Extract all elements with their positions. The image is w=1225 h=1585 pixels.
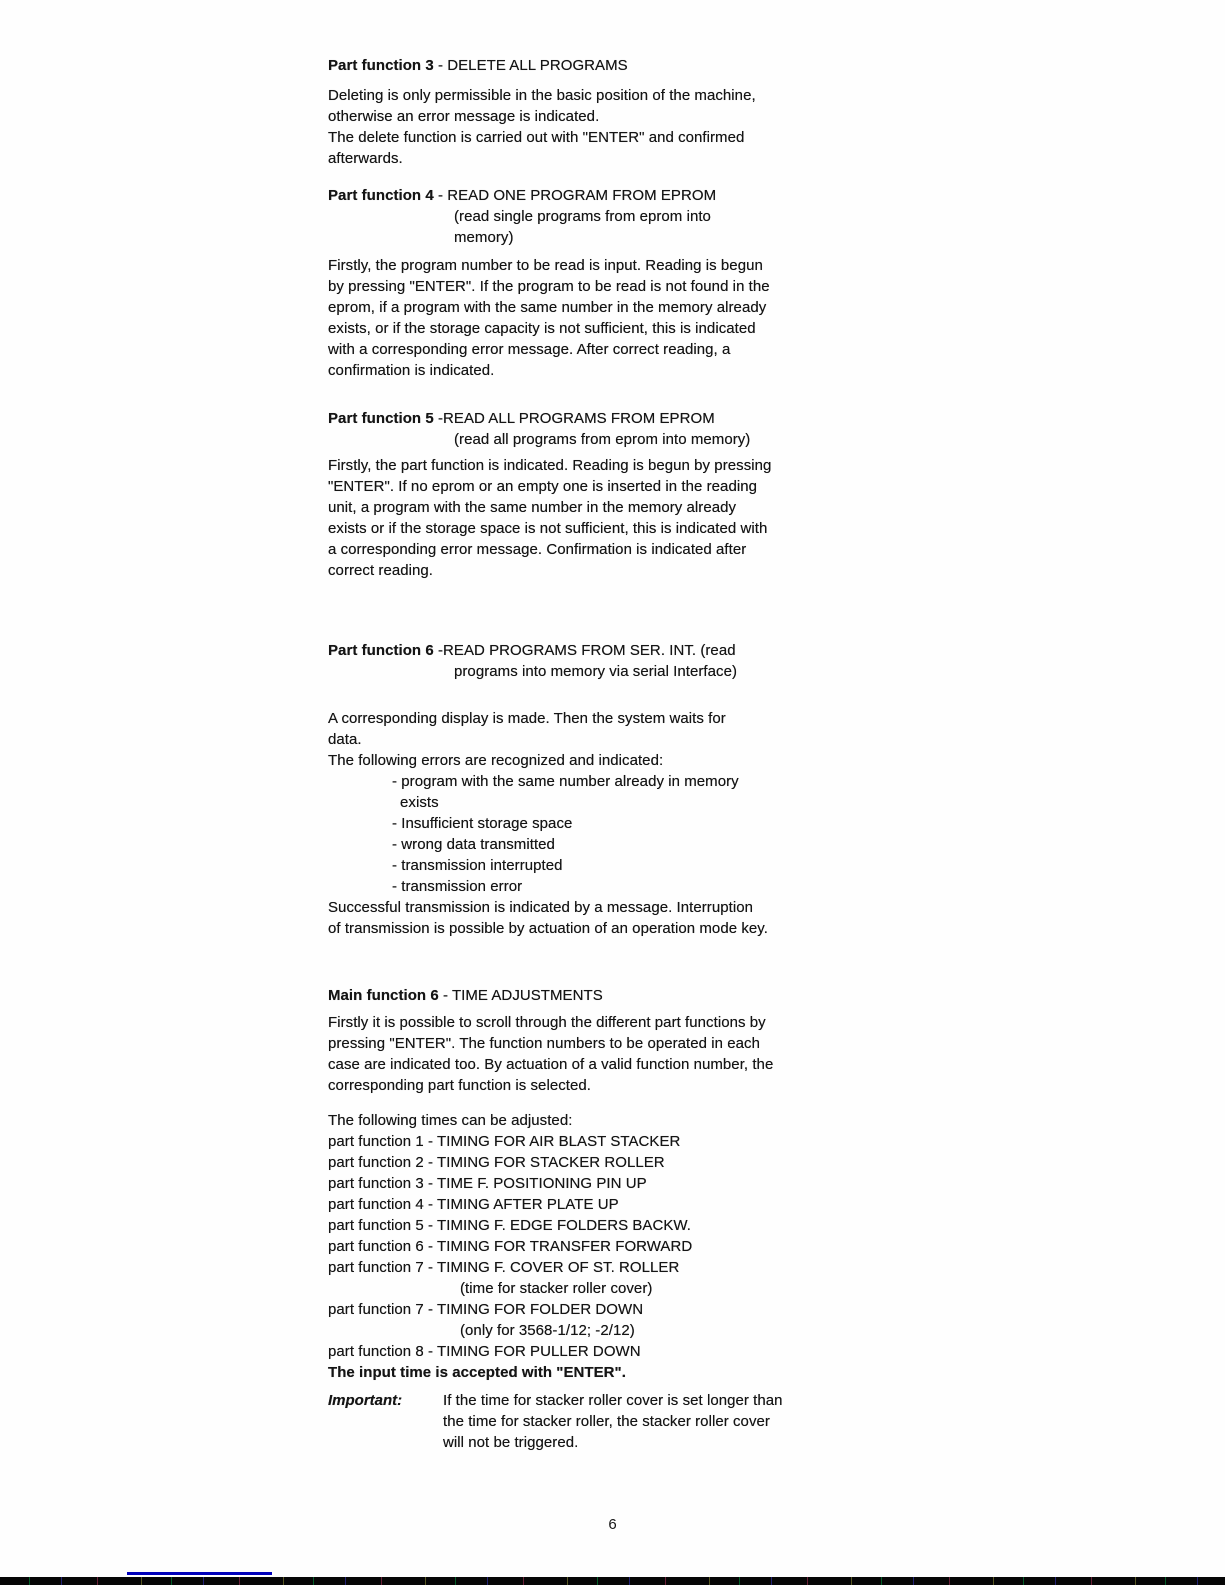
paragraph <box>328 1012 808 1096</box>
heading-label: Part function 5 <box>328 410 434 427</box>
text-line: exists <box>400 794 439 811</box>
text-line: part function 4 - TIMING AFTER PLATE UP <box>328 1196 619 1213</box>
text-line: unit, a program with the same number in the memory already <box>328 499 737 516</box>
text-line: Firstly, the program number to be read is input. Reading is begun <box>328 257 763 274</box>
paragraph <box>328 255 808 381</box>
heading-rest: -READ ALL PROGRAMS FROM EPROM <box>433 410 715 427</box>
text-line: part function 8 - TIMING FOR PULLER DOWN <box>328 1343 641 1360</box>
text-line: corresponding part function is selected. <box>328 1077 591 1094</box>
text-line: part function 1 - TIMING FOR AIR BLAST STACKER <box>328 1133 681 1150</box>
heading-continuation: (read all programs from eprom into memory) <box>454 431 751 448</box>
heading-text <box>328 55 808 76</box>
text-line: - transmission interrupted <box>392 857 563 874</box>
paragraph <box>328 85 808 169</box>
heading-label: Main function 6 <box>328 987 439 1004</box>
section-heading <box>328 185 808 248</box>
important-note-row <box>328 1390 808 1453</box>
heading-continuation: programs into memory via serial Interface) <box>454 663 738 680</box>
text-line: (only for 3568-1/12; -2/12) <box>460 1322 635 1339</box>
important-text <box>443 1390 783 1453</box>
text-line: "ENTER". If no eprom or an empty one is inserted in the reading <box>328 478 758 495</box>
heading-text <box>328 640 808 661</box>
important-note <box>328 1390 808 1453</box>
text-line: exists or if the storage space is not sufficient, this is indicated with <box>328 520 768 537</box>
scan-underline-artifact <box>127 1572 272 1575</box>
text-line: confirmation is indicated. <box>328 362 495 379</box>
text-line: afterwards. <box>328 150 403 167</box>
text-line: part function 5 - TIMING F. EDGE FOLDERS BACKW. <box>328 1217 692 1234</box>
heading-rest: - READ ONE PROGRAM FROM EPROM <box>433 187 717 204</box>
heading-label: Part function 6 <box>328 642 434 659</box>
text-line: The following times can be adjusted: <box>328 1112 573 1129</box>
text-line: The input time is accepted with "ENTER". <box>328 1364 626 1381</box>
text-list <box>328 708 808 939</box>
text-line: - transmission error <box>392 878 523 895</box>
heading-rest: - TIME ADJUSTMENTS <box>438 987 603 1004</box>
section-heading <box>328 985 808 1006</box>
text-line: part function 2 - TIMING FOR STACKER ROLLER <box>328 1154 665 1171</box>
text-line: exists, or if the storage capacity is not sufficient, this is indicated <box>328 320 756 337</box>
section-heading <box>328 640 808 682</box>
text-line: with a corresponding error message. After correct reading, a <box>328 341 731 358</box>
text-line: part function 3 - TIME F. POSITIONING PIN UP <box>328 1175 647 1192</box>
text-line: will not be triggered. <box>443 1434 579 1451</box>
heading-continuation: (read single programs from eprom into <box>454 208 711 225</box>
text-line: A corresponding display is made. Then the system waits for <box>328 710 726 727</box>
emphasis-line <box>328 1362 808 1383</box>
paragraph <box>328 455 808 581</box>
text-line: If the time for stacker roller cover is set longer than <box>443 1392 783 1409</box>
text-line: part function 7 - TIMING FOR FOLDER DOWN <box>328 1301 644 1318</box>
important-label: Important: <box>328 1392 403 1409</box>
text-line: correct reading. <box>328 562 434 579</box>
text-list <box>328 1110 808 1362</box>
section-heading <box>328 55 808 76</box>
heading-label: Part function 4 <box>328 187 434 204</box>
text-line: (time for stacker roller cover) <box>460 1280 653 1297</box>
text-line: by pressing "ENTER". If the program to be read is not found in the <box>328 278 770 295</box>
heading-text <box>328 985 808 1006</box>
content-column <box>328 0 808 1453</box>
heading-rest: - DELETE ALL PROGRAMS <box>433 57 628 74</box>
text-line: of transmission is possible by actuation of an operation mode key. <box>328 920 768 937</box>
text-line: pressing "ENTER". The function numbers to be operated in each <box>328 1035 760 1052</box>
text-line: otherwise an error message is indicated. <box>328 108 600 125</box>
text-line: - program with the same number already in memory <box>392 773 739 790</box>
text-line: case are indicated too. By actuation of a valid function number, the <box>328 1056 774 1073</box>
text-line: Successful transmission is indicated by a message. Interruption <box>328 899 754 916</box>
heading-text <box>328 185 808 206</box>
text-line: Firstly, the part function is indicated. Reading is begun by pressing <box>328 457 772 474</box>
text-line: eprom, if a program with the same number in the memory already <box>328 299 767 316</box>
page-number: 6 <box>608 1516 617 1533</box>
text-line: The following errors are recognized and indicated: <box>328 752 664 769</box>
text-line: - wrong data transmitted <box>392 836 555 853</box>
text-line: Deleting is only permissible in the basic position of the machine, <box>328 87 756 104</box>
text-line: part function 7 - TIMING F. COVER OF ST. ROLLER <box>328 1259 680 1276</box>
heading-text <box>328 408 808 429</box>
text-line: data. <box>328 731 362 748</box>
text-line: a corresponding error message. Confirmation is indicated after <box>328 541 747 558</box>
heading-rest: -READ PROGRAMS FROM SER. INT. (read <box>433 642 736 659</box>
text-line: the time for stacker roller, the stacker roller cover <box>443 1413 770 1430</box>
text-line: - Insufficient storage space <box>392 815 573 832</box>
section-heading <box>328 408 808 450</box>
text-line: Firstly it is possible to scroll through the different part functions by <box>328 1014 766 1031</box>
scan-bottom-bar-artifact <box>0 1577 1225 1585</box>
heading-label: Part function 3 <box>328 57 434 74</box>
text-line: The delete function is carried out with "ENTER" and confirmed <box>328 129 745 146</box>
heading-continuation: memory) <box>454 229 514 246</box>
text-line: part function 6 - TIMING FOR TRANSFER FORWARD <box>328 1238 693 1255</box>
